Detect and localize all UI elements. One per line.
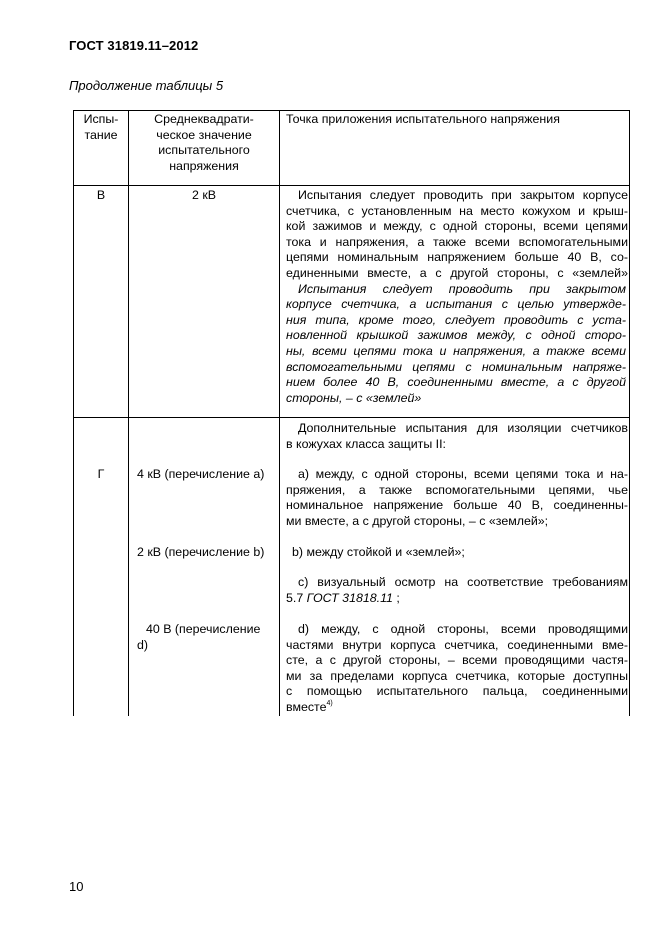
document-id: ГОСТ 31819.11–2012 <box>69 38 199 53</box>
text-line: ния типа, кроме того, следует проводить с уста- <box>286 312 626 327</box>
text-line: нием более 40 В, соединенными вместе, а с другой <box>286 375 626 390</box>
text-line: номинальное напряжение больше 40 В, соединенны- <box>286 498 628 513</box>
header-application-point: Точка приложения испытательного напряжения <box>286 112 560 126</box>
text-line: Испытания следует проводить при закрытом корпусе <box>298 188 628 202</box>
text-line: цепями номинальным напряжением больше 40 В, со- <box>286 250 628 265</box>
text-fragment: ; <box>392 590 400 605</box>
item-d-voltage-line: 40 В (перечисление <box>146 622 261 636</box>
row-v-test: В <box>96 188 106 202</box>
text-line: d) между, с одной стороны, всеми проводящими <box>298 622 628 636</box>
row-g-intro-line: в кожухах класса защиты II: <box>286 436 446 451</box>
table-continuation-caption: Продолжение таблицы 5 <box>69 78 224 93</box>
header-voltage-line: испытательного <box>158 143 250 158</box>
header-test-line: Испы- <box>83 112 119 126</box>
row-v-voltage: 2 кВ <box>191 188 217 202</box>
row-g-intro-line: Дополнительные испытания для изоляции счетчиков <box>298 421 628 435</box>
header-test-line: тание <box>84 127 118 142</box>
text-line: кой зажимов и между, с одной стороны, всеми цепями <box>286 219 628 234</box>
text-fragment: 5.7 <box>286 590 307 605</box>
text-line: ми вместе, а с другой стороны, – с «землей»; <box>286 513 549 528</box>
standard-reference: ГОСТ 31818.11 <box>306 590 393 605</box>
row-g-test: Г <box>97 467 105 481</box>
text-line: тока и напряжения, а также всеми вспомогательными <box>286 234 628 249</box>
text-line: счетчика, с установленным на место кожухом и крыш- <box>286 203 628 218</box>
footnote-marker: 4) <box>326 700 333 707</box>
text-line <box>286 591 400 607</box>
table-row-rule <box>73 417 630 418</box>
text-line: частями внутри корпуса счетчика, соединенными вме- <box>286 637 628 652</box>
text-line: а) между, с одной стороны, всеми цепями тока и на- <box>298 467 628 481</box>
text-line: вспомогательными цепями с номинальным напряже- <box>286 359 626 374</box>
text-line: ми за пределами корпуса счетчика, которые доступны <box>286 668 628 683</box>
item-a-voltage: 4 кВ (перечисление а) <box>137 467 265 481</box>
header-voltage-line: Среднеквадрати- <box>154 112 254 126</box>
text-line: стороны, – с «землей» <box>286 390 422 405</box>
text-line: ны, всеми цепями тока и напряжения, а также всеми <box>286 344 626 358</box>
text-line: c) визуальный осмотр на соответствие требованиям <box>298 575 628 589</box>
text-line: Испытания следует проводить при закрытом <box>298 281 626 296</box>
table-border-right <box>629 110 630 716</box>
page-number: 10 <box>69 879 84 894</box>
header-voltage-line: ческое значение <box>156 127 252 142</box>
text-fragment: вместе <box>286 700 327 714</box>
text-line: корпусе счетчика, а испытания с целью утвержде- <box>286 297 626 312</box>
text-line: пряжения, а также вспомогательными цепями, чье <box>286 482 628 497</box>
text-line: единенными вместе, а с другой стороны, с «землей» <box>286 266 628 280</box>
text-line: с помощью испытательного пальца, соединенными <box>286 684 628 699</box>
text-line <box>286 700 333 716</box>
item-d-voltage-line: d) <box>137 637 149 652</box>
header-voltage-line: напряжения <box>169 158 239 173</box>
table-header-rule <box>73 185 630 186</box>
text-line: новленной крышкой зажимов между, с одной сторо- <box>286 328 626 343</box>
table-border-top <box>73 110 630 111</box>
item-b-voltage: 2 кВ (перечисление b) <box>137 545 265 559</box>
item-b-text: b) между стойкой и «землей»; <box>292 545 465 559</box>
text-line: сте, а с другой стороны, – всеми проводящими частя- <box>286 653 628 668</box>
table-divider-2 <box>279 110 280 716</box>
